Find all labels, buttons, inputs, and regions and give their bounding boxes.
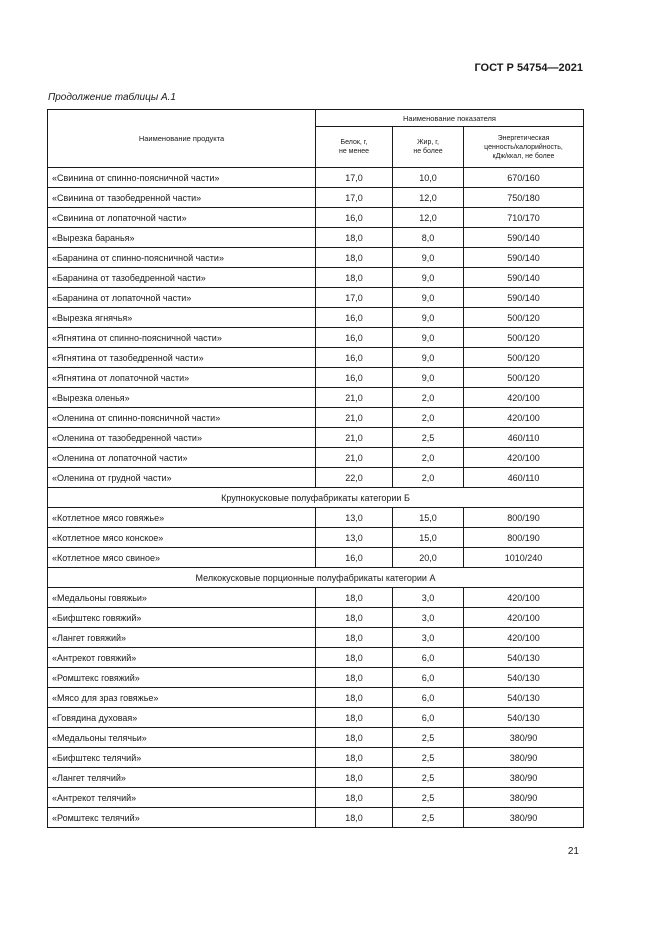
fat-cell: 2,0 — [393, 448, 464, 468]
table-row — [48, 288, 584, 308]
energy-cell: 500/120 — [464, 328, 584, 348]
table-row — [48, 188, 584, 208]
header-product: Наименование продукта — [48, 110, 316, 168]
energy-cell: 500/120 — [464, 368, 584, 388]
protein-cell: 18,0 — [316, 588, 393, 608]
protein-cell: 21,0 — [316, 408, 393, 428]
energy-cell: 420/100 — [464, 448, 584, 468]
fat-cell: 2,0 — [393, 468, 464, 488]
product-name-cell: «Бифштекс говяжий» — [48, 608, 316, 628]
table-row — [48, 768, 584, 788]
product-name-cell: «Вырезка оленья» — [48, 388, 316, 408]
energy-cell: 1010/240 — [464, 548, 584, 568]
fat-cell: 6,0 — [393, 648, 464, 668]
table-row — [48, 368, 584, 388]
fat-cell: 9,0 — [393, 288, 464, 308]
table-row — [48, 528, 584, 548]
table-row — [48, 268, 584, 288]
protein-cell: 18,0 — [316, 708, 393, 728]
protein-cell: 21,0 — [316, 448, 393, 468]
category-title: Мелкокусковые порционные полуфабрикаты категории А — [48, 568, 584, 588]
fat-cell: 12,0 — [393, 188, 464, 208]
protein-cell: 18,0 — [316, 728, 393, 748]
energy-cell: 710/170 — [464, 208, 584, 228]
protein-cell: 18,0 — [316, 268, 393, 288]
table-row — [48, 228, 584, 248]
fat-cell: 9,0 — [393, 268, 464, 288]
protein-cell: 16,0 — [316, 308, 393, 328]
protein-cell: 16,0 — [316, 548, 393, 568]
protein-cell: 13,0 — [316, 508, 393, 528]
energy-cell: 420/100 — [464, 588, 584, 608]
protein-cell: 18,0 — [316, 768, 393, 788]
fat-cell: 8,0 — [393, 228, 464, 248]
product-name-cell: «Медальоны говяжьи» — [48, 588, 316, 608]
energy-cell: 800/190 — [464, 528, 584, 548]
energy-cell: 460/110 — [464, 428, 584, 448]
energy-cell: 540/130 — [464, 648, 584, 668]
energy-cell: 590/140 — [464, 248, 584, 268]
fat-cell: 2,5 — [393, 788, 464, 808]
table-row — [48, 308, 584, 328]
table-row — [48, 448, 584, 468]
table-row — [48, 688, 584, 708]
product-name-cell: «Оленина от грудной части» — [48, 468, 316, 488]
table-row — [48, 728, 584, 748]
product-name-cell: «Баранина от тазобедренной части» — [48, 268, 316, 288]
table-row — [48, 708, 584, 728]
energy-cell: 380/90 — [464, 808, 584, 828]
fat-cell: 9,0 — [393, 308, 464, 328]
table-row — [48, 608, 584, 628]
energy-cell: 420/100 — [464, 408, 584, 428]
table-row — [48, 748, 584, 768]
protein-cell: 18,0 — [316, 608, 393, 628]
product-name-cell: «Ягнятина от лопаточной части» — [48, 368, 316, 388]
table-row — [48, 548, 584, 568]
table-row — [48, 328, 584, 348]
energy-cell: 750/180 — [464, 188, 584, 208]
fat-cell: 9,0 — [393, 328, 464, 348]
protein-cell: 18,0 — [316, 688, 393, 708]
energy-cell: 380/90 — [464, 728, 584, 748]
protein-cell: 17,0 — [316, 288, 393, 308]
table-row — [48, 208, 584, 228]
header-energy: Энергетическая ценность/калорийность, кДж/ккал, не более — [464, 127, 584, 168]
protein-cell: 18,0 — [316, 648, 393, 668]
fat-cell: 20,0 — [393, 548, 464, 568]
protein-cell: 18,0 — [316, 628, 393, 648]
protein-cell: 21,0 — [316, 388, 393, 408]
product-name-cell: «Антрекот телячий» — [48, 788, 316, 808]
product-name-cell: «Котлетное мясо свиное» — [48, 548, 316, 568]
fat-cell: 2,5 — [393, 428, 464, 448]
protein-cell: 17,0 — [316, 188, 393, 208]
protein-cell: 17,0 — [316, 168, 393, 188]
fat-cell: 9,0 — [393, 368, 464, 388]
header-protein: Белок, г, не менее — [316, 127, 393, 168]
protein-cell: 22,0 — [316, 468, 393, 488]
product-name-cell: «Вырезка ягнячья» — [48, 308, 316, 328]
product-name-cell: «Антрекот говяжий» — [48, 648, 316, 668]
protein-cell: 18,0 — [316, 788, 393, 808]
fat-cell: 6,0 — [393, 668, 464, 688]
energy-cell: 380/90 — [464, 788, 584, 808]
document-code: ГОСТ Р 54754—2021 — [474, 62, 583, 74]
protein-cell: 18,0 — [316, 808, 393, 828]
table-row — [48, 348, 584, 368]
product-name-cell: «Котлетное мясо говяжье» — [48, 508, 316, 528]
product-name-cell: «Лангет говяжий» — [48, 628, 316, 648]
fat-cell: 6,0 — [393, 688, 464, 708]
table-row — [48, 628, 584, 648]
fat-cell: 2,0 — [393, 388, 464, 408]
energy-cell: 380/90 — [464, 748, 584, 768]
table-row — [48, 648, 584, 668]
energy-cell: 460/110 — [464, 468, 584, 488]
table-row — [48, 468, 584, 488]
table-row — [48, 428, 584, 448]
page-number: 21 — [567, 846, 579, 857]
energy-cell: 540/130 — [464, 708, 584, 728]
header-fat: Жир, г, не более — [393, 127, 464, 168]
protein-cell: 16,0 — [316, 348, 393, 368]
product-name-cell: «Ромштекс телячий» — [48, 808, 316, 828]
product-name-cell: «Медальоны телячьи» — [48, 728, 316, 748]
table-row — [48, 808, 584, 828]
fat-cell: 15,0 — [393, 508, 464, 528]
fat-cell: 2,5 — [393, 728, 464, 748]
product-name-cell: «Ромштекс говяжий» — [48, 668, 316, 688]
protein-cell: 13,0 — [316, 528, 393, 548]
category-row — [48, 488, 584, 508]
energy-cell: 540/130 — [464, 668, 584, 688]
energy-cell: 500/120 — [464, 348, 584, 368]
energy-cell: 420/100 — [464, 608, 584, 628]
nutrition-table — [47, 109, 584, 828]
header-indicator-group: Наименование показателя — [316, 110, 584, 127]
energy-cell: 590/140 — [464, 228, 584, 248]
energy-cell: 420/100 — [464, 628, 584, 648]
fat-cell: 3,0 — [393, 628, 464, 648]
energy-cell: 540/130 — [464, 688, 584, 708]
category-row — [48, 568, 584, 588]
fat-cell: 10,0 — [393, 168, 464, 188]
protein-cell: 21,0 — [316, 428, 393, 448]
product-name-cell: «Ягнятина от спинно-поясничной части» — [48, 328, 316, 348]
product-name-cell: «Баранина от лопаточной части» — [48, 288, 316, 308]
table-caption: Продолжение таблицы А.1 — [48, 92, 176, 103]
product-name-cell: «Вырезка баранья» — [48, 228, 316, 248]
fat-cell: 2,5 — [393, 808, 464, 828]
fat-cell: 3,0 — [393, 608, 464, 628]
protein-cell: 16,0 — [316, 208, 393, 228]
product-name-cell: «Ягнятина от тазобедренной части» — [48, 348, 316, 368]
category-title: Крупнокусковые полуфабрикаты категории Б — [48, 488, 584, 508]
product-name-cell: «Оленина от тазобедренной части» — [48, 428, 316, 448]
product-name-cell: «Бифштекс телячий» — [48, 748, 316, 768]
product-name-cell: «Свинина от лопаточной части» — [48, 208, 316, 228]
product-name-cell: «Свинина от тазобедренной части» — [48, 188, 316, 208]
fat-cell: 2,5 — [393, 748, 464, 768]
table-row — [48, 408, 584, 428]
energy-cell: 800/190 — [464, 508, 584, 528]
protein-cell: 16,0 — [316, 368, 393, 388]
table-row — [48, 508, 584, 528]
protein-cell: 18,0 — [316, 668, 393, 688]
protein-cell: 18,0 — [316, 748, 393, 768]
table-row — [48, 388, 584, 408]
fat-cell: 15,0 — [393, 528, 464, 548]
product-name-cell: «Баранина от спинно-поясничной части» — [48, 248, 316, 268]
fat-cell: 3,0 — [393, 588, 464, 608]
product-name-cell: «Котлетное мясо конское» — [48, 528, 316, 548]
fat-cell: 2,5 — [393, 768, 464, 788]
fat-cell: 9,0 — [393, 248, 464, 268]
energy-cell: 670/160 — [464, 168, 584, 188]
product-name-cell: «Свинина от спинно-поясничной части» — [48, 168, 316, 188]
energy-cell: 590/140 — [464, 268, 584, 288]
table-row — [48, 668, 584, 688]
fat-cell: 9,0 — [393, 348, 464, 368]
protein-cell: 18,0 — [316, 248, 393, 268]
energy-cell: 420/100 — [464, 388, 584, 408]
energy-cell: 500/120 — [464, 308, 584, 328]
energy-cell: 590/140 — [464, 288, 584, 308]
energy-cell: 380/90 — [464, 768, 584, 788]
product-name-cell: «Мясо для зраз говяжье» — [48, 688, 316, 708]
table-row — [48, 248, 584, 268]
product-name-cell: «Говядина духовая» — [48, 708, 316, 728]
protein-cell: 16,0 — [316, 328, 393, 348]
table-row — [48, 788, 584, 808]
fat-cell: 2,0 — [393, 408, 464, 428]
product-name-cell: «Оленина от спинно-поясничной части» — [48, 408, 316, 428]
protein-cell: 18,0 — [316, 228, 393, 248]
table-row — [48, 168, 584, 188]
product-name-cell: «Лангет телячий» — [48, 768, 316, 788]
table-row — [48, 588, 584, 608]
fat-cell: 6,0 — [393, 708, 464, 728]
fat-cell: 12,0 — [393, 208, 464, 228]
product-name-cell: «Оленина от лопаточной части» — [48, 448, 316, 468]
